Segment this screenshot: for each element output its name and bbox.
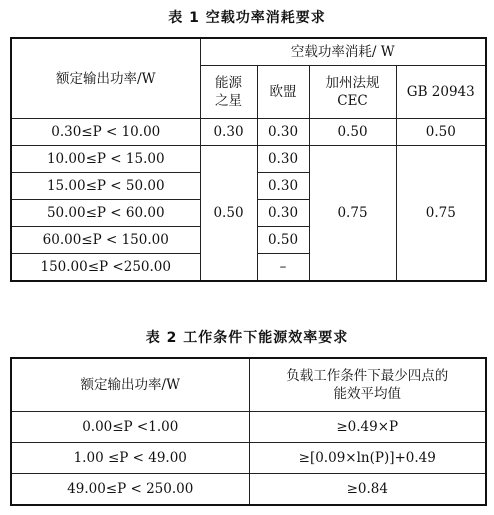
table1-caption: 表 1 空载功率消耗要求 xyxy=(168,10,326,26)
t1-row5-range: 60.00≤P < 150.00 xyxy=(11,227,200,254)
t2-header-power: 额定输出功率/W xyxy=(11,358,249,412)
t1-row6-eu: – xyxy=(257,254,309,282)
t1-row1-energy-star: 0.30 xyxy=(200,119,257,146)
t2-row1-req: ≥0.49×P xyxy=(249,412,486,443)
t1-row3-range: 15.00≤P < 50.00 xyxy=(11,173,200,200)
table2-caption: 表 2 工作条件下能源效率要求 xyxy=(145,330,349,346)
t1-row1-range: 0.30≤P < 10.00 xyxy=(11,119,200,146)
t2-row2-req: ≥[0.09×ln(P)]+0.49 xyxy=(249,443,486,474)
no-load-power-table xyxy=(10,37,487,282)
t1-header-energy-star: 能源 之星 xyxy=(200,66,257,119)
t1-row5-eu: 0.50 xyxy=(257,227,309,254)
t1-merged-cec: 0.75 xyxy=(309,146,396,282)
t1-merged-gb: 0.75 xyxy=(396,146,486,282)
t1-merged-energy-star: 0.50 xyxy=(200,146,257,282)
t2-row3-range: 49.00≤P < 250.00 xyxy=(11,474,249,506)
t2-row3-req: ≥0.84 xyxy=(249,474,486,506)
t2-row2-range: 1.00 ≤P < 49.00 xyxy=(11,443,249,474)
t2-row1-range: 0.00≤P <1.00 xyxy=(11,412,249,443)
t1-header-power: 额定输出功率/W xyxy=(11,38,200,119)
t1-row1-eu: 0.30 xyxy=(257,119,309,146)
t1-header-cec: 加州法规 CEC xyxy=(309,66,396,119)
t1-row1-gb: 0.50 xyxy=(396,119,486,146)
t1-header-eu: 欧盟 xyxy=(257,66,309,119)
t1-row2-eu: 0.30 xyxy=(257,146,309,173)
t1-header-gb: GB 20943 xyxy=(396,66,486,119)
t1-header-group: 空载功率消耗/ W xyxy=(200,38,486,66)
t1-row2-range: 10.00≤P < 15.00 xyxy=(11,146,200,173)
t2-header-efficiency: 负载工作条件下最少四点的 能效平均值 xyxy=(249,358,486,412)
t1-row6-range: 150.00≤P <250.00 xyxy=(11,254,200,282)
t1-row1-cec: 0.50 xyxy=(309,119,396,146)
t1-row3-eu: 0.30 xyxy=(257,173,309,200)
efficiency-table xyxy=(10,357,487,506)
t1-row4-range: 50.00≤P < 60.00 xyxy=(11,200,200,227)
t1-row4-eu: 0.30 xyxy=(257,200,309,227)
